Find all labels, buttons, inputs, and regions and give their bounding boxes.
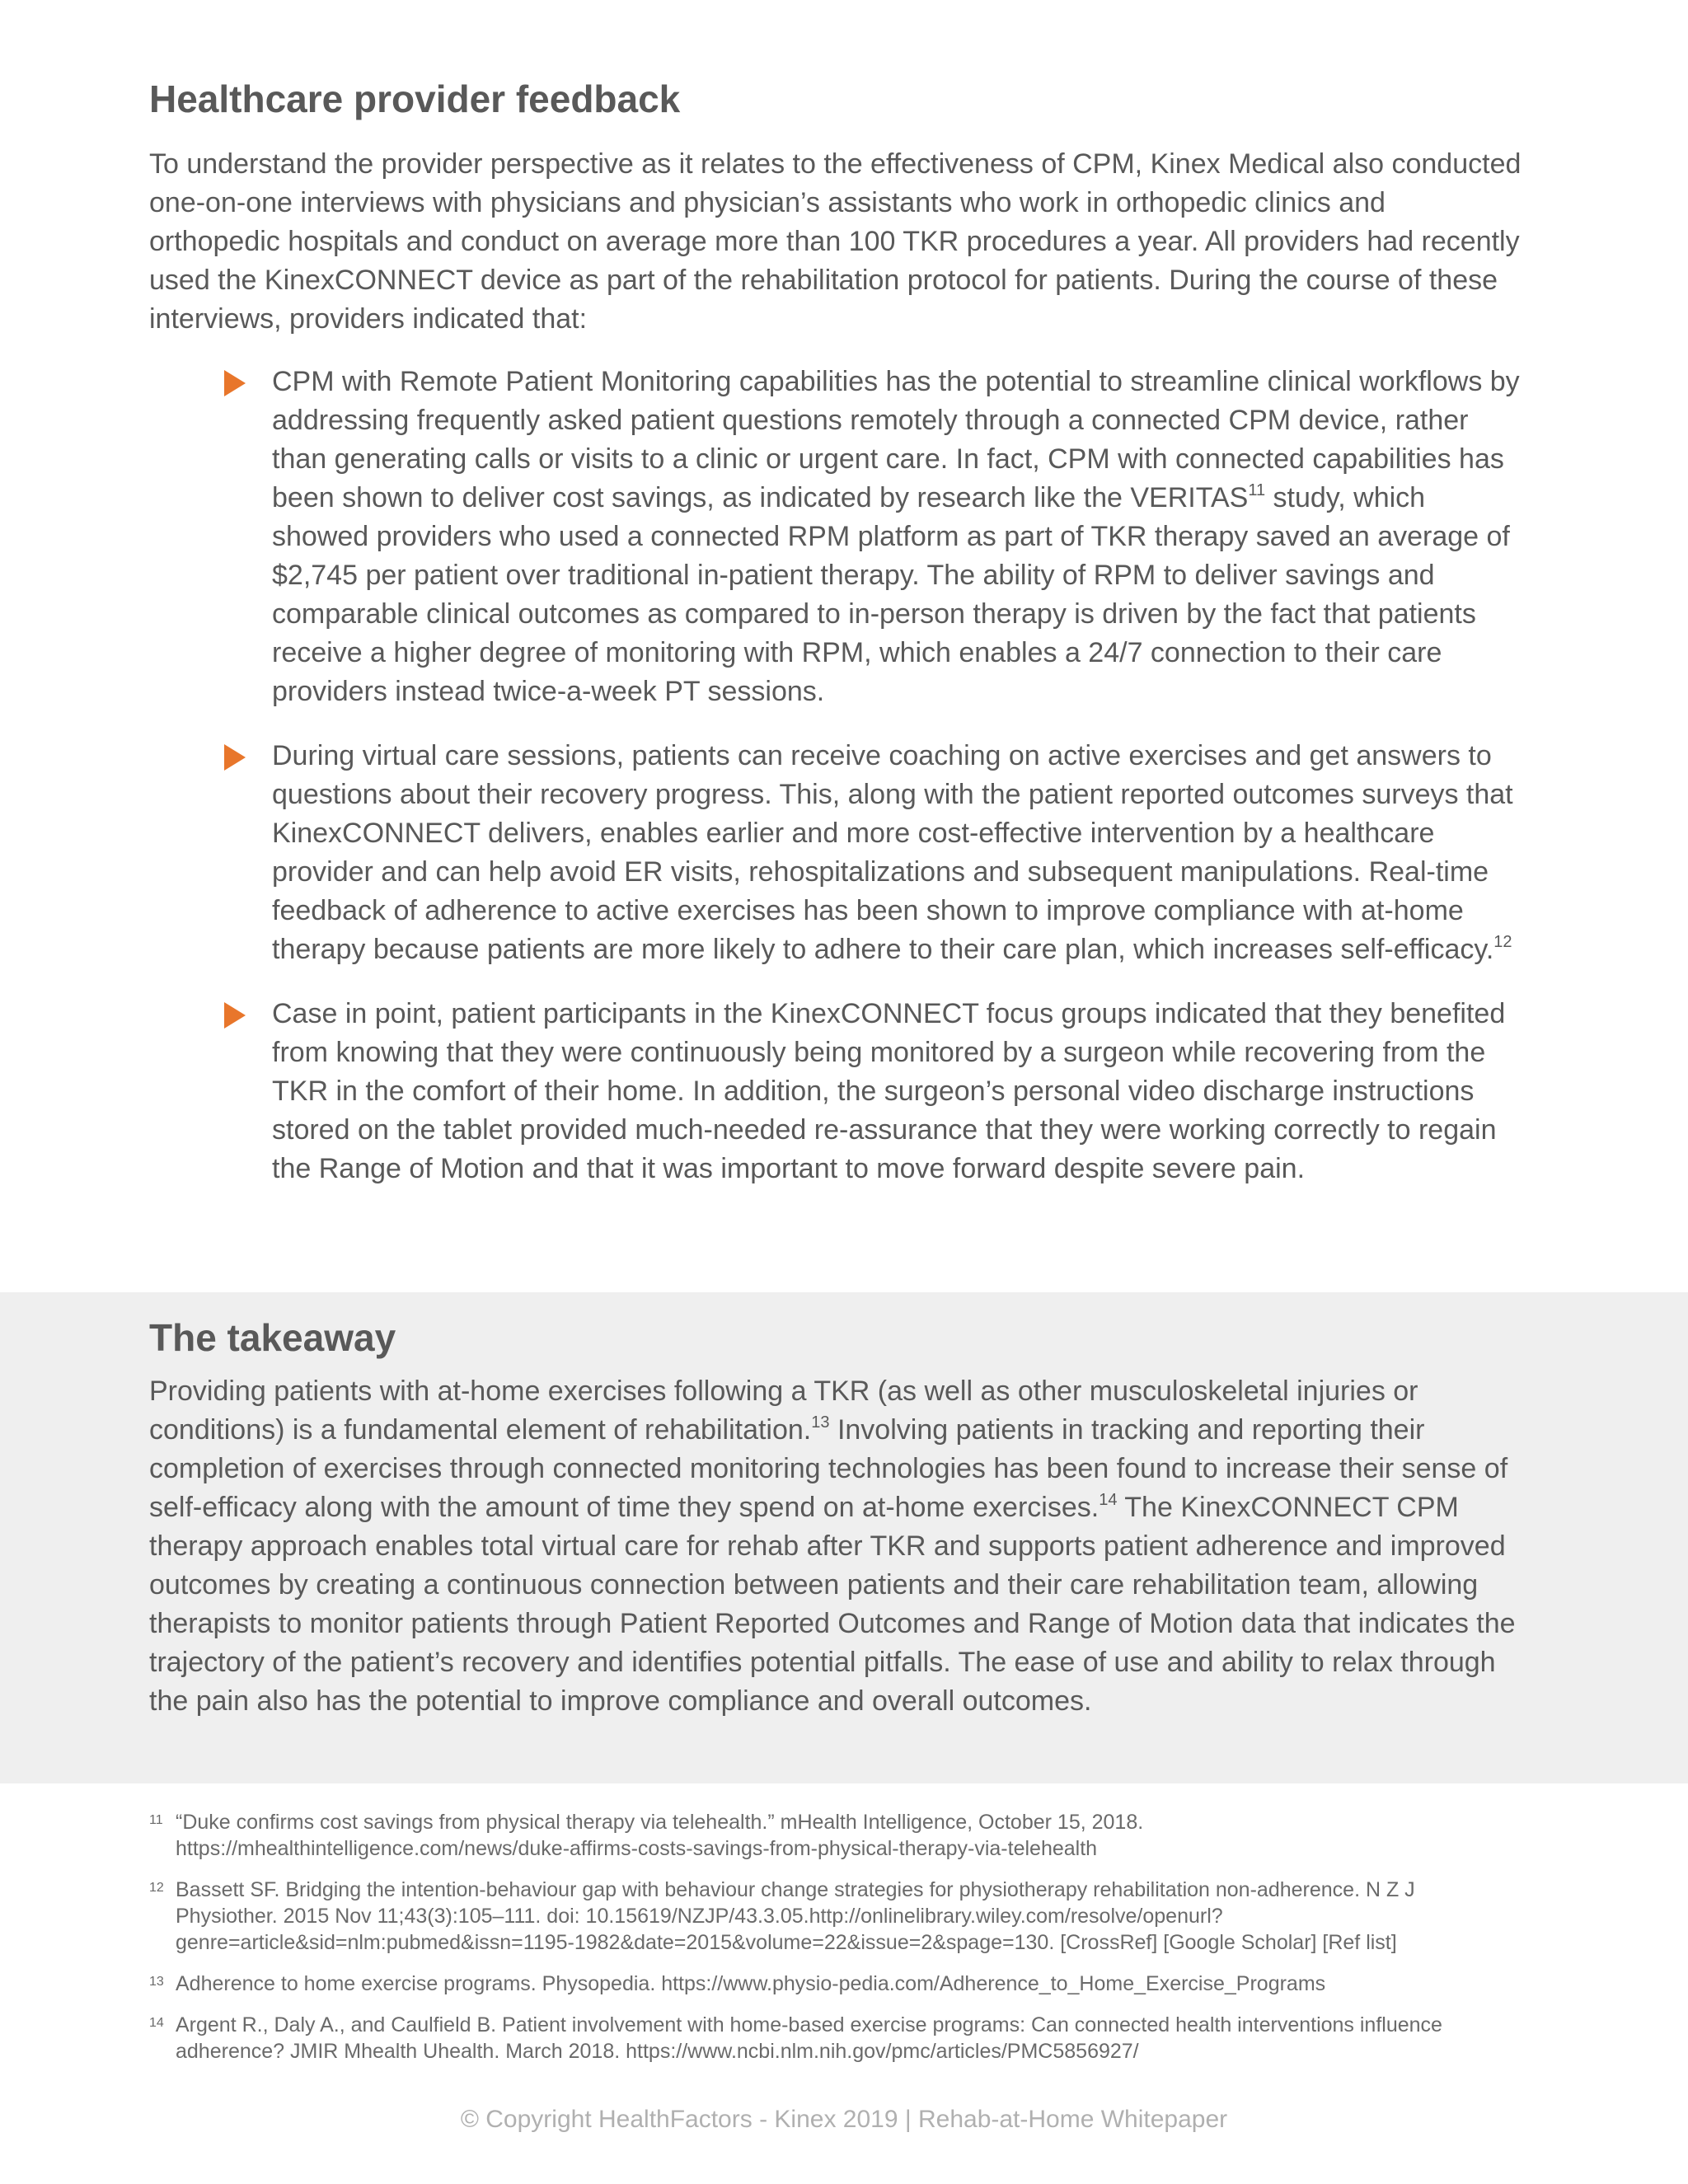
- list-item: During virtual care sessions, patients can receive coaching on active exercises and get answers to questions about their recovery progress. This, along with the patient reported outcomes surveys that KinexCONNECT delivers, enables earlier and more cost-effective intervention by a healthcare provider and can help avoid ER visits, rehospitalizations and subsequent manipulations. Real-time feedback of adherence to active exercises has been shown to improve compliance with at-home therapy because patients are more likely to adhere to their care plan, which increases self-efficacy.$^{12}$: [218, 737, 1528, 969]
- takeaway-paragraph: Providing patients with at-home exercises following a TKR (as well as other musculoskeletal injuries or conditions) is a fundamental element of rehabilitation.$^{13}$ Involving patients in tracking and reporting their completion of exercises through connected monitoring technologies has been found to increase their sense of self-efficacy along with the amount of time they spend on at-home exercises.$^{14}$ The KinexCONNECT CPM therapy approach enables total virtual care for rehab after TKR and supports patient adherence and improved outcomes by creating a continuous connection between patients and their care rehabilitation team, allowing therapists to monitor patients through Patient Reported Outcomes and Range of Motion data that indicates the trajectory of the patient’s recovery and identifies potential pitfalls. The ease of use and ability to relax through the pain also has the potential to improve compliance and overall outcomes.: [149, 1376, 1516, 1717]
- footnote-ref: 13: [811, 1413, 830, 1432]
- orange-triangle-bullet-icon: [224, 370, 246, 396]
- orange-triangle-bullet-icon: [224, 1002, 246, 1029]
- provider-feedback-intro: To understand the provider perspective as it relates to the effectiveness of CPM, Kinex Medical also conducted one-on-one interviews with physicians and physician’s assistants who work in orthopedic clinics and orthopedic hospitals and conduct on average more than 100 TKR procedures a year. All providers had recently used the KinexCONNECT device as part of the rehabilitation protocol for patients. During the course of these interviews, providers indicated that:: [149, 148, 1522, 335]
- footnote: 11 “Duke confirms cost savings from physical therapy via telehealth.” mHealth Intelligence, October 15, 2018. https://mhealthintelligence.com/news/duke-affirms-costs-savings-from-physical-therapy-via-telehealth: [149, 1809, 1517, 1862]
- footnote: 12 Bassett SF. Bridging the intention-behaviour gap with behaviour change strategies for physiotherapy rehabilitation non-adherence. N Z J Physiother. 2015 Nov 11;43(3):105–111. doi: 10.15619/NZJP/43.3.05.http://onlinelibrary.wiley.com/resolve/openurl?genre=article&sid=nlm:pubmed&issn=1195-1982&date=2015&volume=22&issue=2&spage=130. [CrossRef] [Google Scholar] [Ref list]: [149, 1877, 1517, 1956]
- orange-triangle-bullet-icon: [224, 744, 246, 771]
- footnote-ref: 12: [1493, 932, 1512, 951]
- page-footer: © Copyright HealthFactors - Kinex 2019 | Rehab-at-Home Whitepaper: [460, 2106, 1228, 2133]
- footnote-number: 11: [149, 1813, 163, 1827]
- footnote: 14 Argent R., Daly A., and Caulfield B. Patient involvement with home-based exercise programs: Can connected health interventions influence adherence? JMIR Mhealth Uhealth. March 2018. https://www.ncbi.nlm.nih.gov/pmc/articles/PMC5856927/: [149, 2012, 1517, 2064]
- list-item: Case in point, patient participants in the KinexCONNECT focus groups indicated that they benefited from knowing that they were continuously being monitored by a surgeon while recovering from the TKR in the comfort of their home. In addition, the surgeon’s personal video discharge instructions stored on the tablet provided much-needed re-assurance that they were working correctly to regain the Range of Motion and that it was important to move forward despite severe pain.: [218, 995, 1528, 1188]
- footnote-ref: 11: [1248, 480, 1266, 499]
- footnote: 13 Adherence to home exercise programs. Physopedia. https://www.physio-pedia.com/Adherence_to_Home_Exercise_Programs: [149, 1971, 1517, 1997]
- footnote-number: 13: [149, 1975, 164, 1989]
- footnote-number: 12: [149, 1881, 164, 1895]
- list-item: CPM with Remote Patient Monitoring capabilities has the potential to streamline clinical workflows by addressing frequently asked patient questions remotely through a connected CPM device, rather than generating calls or visits to a clinic or urgent care. In fact, CPM with connected capabilities has been shown to deliver cost savings, as indicated by research like the VERITAS$^{11}$ study, which showed providers who used a connected RPM platform as part of TKR therapy saved an average of $2,745 per patient over traditional in-patient therapy. The ability of RPM to deliver savings and comparable clinical outcomes as compared to in-person therapy is driven by the fact that patients receive a higher degree of monitoring with RPM, which enables a 24/7 connection to their care providers instead twice-a-week PT sessions.: [218, 363, 1528, 711]
- provider-feedback-heading: Healthcare provider feedback: [149, 77, 681, 120]
- provider-feedback-list: [218, 363, 1528, 1214]
- footnote-number: 14: [149, 2016, 164, 2030]
- footnote-ref: 14: [1099, 1490, 1118, 1509]
- takeaway-heading: The takeaway: [149, 1316, 396, 1359]
- footnotes-list: [149, 1809, 1517, 2079]
